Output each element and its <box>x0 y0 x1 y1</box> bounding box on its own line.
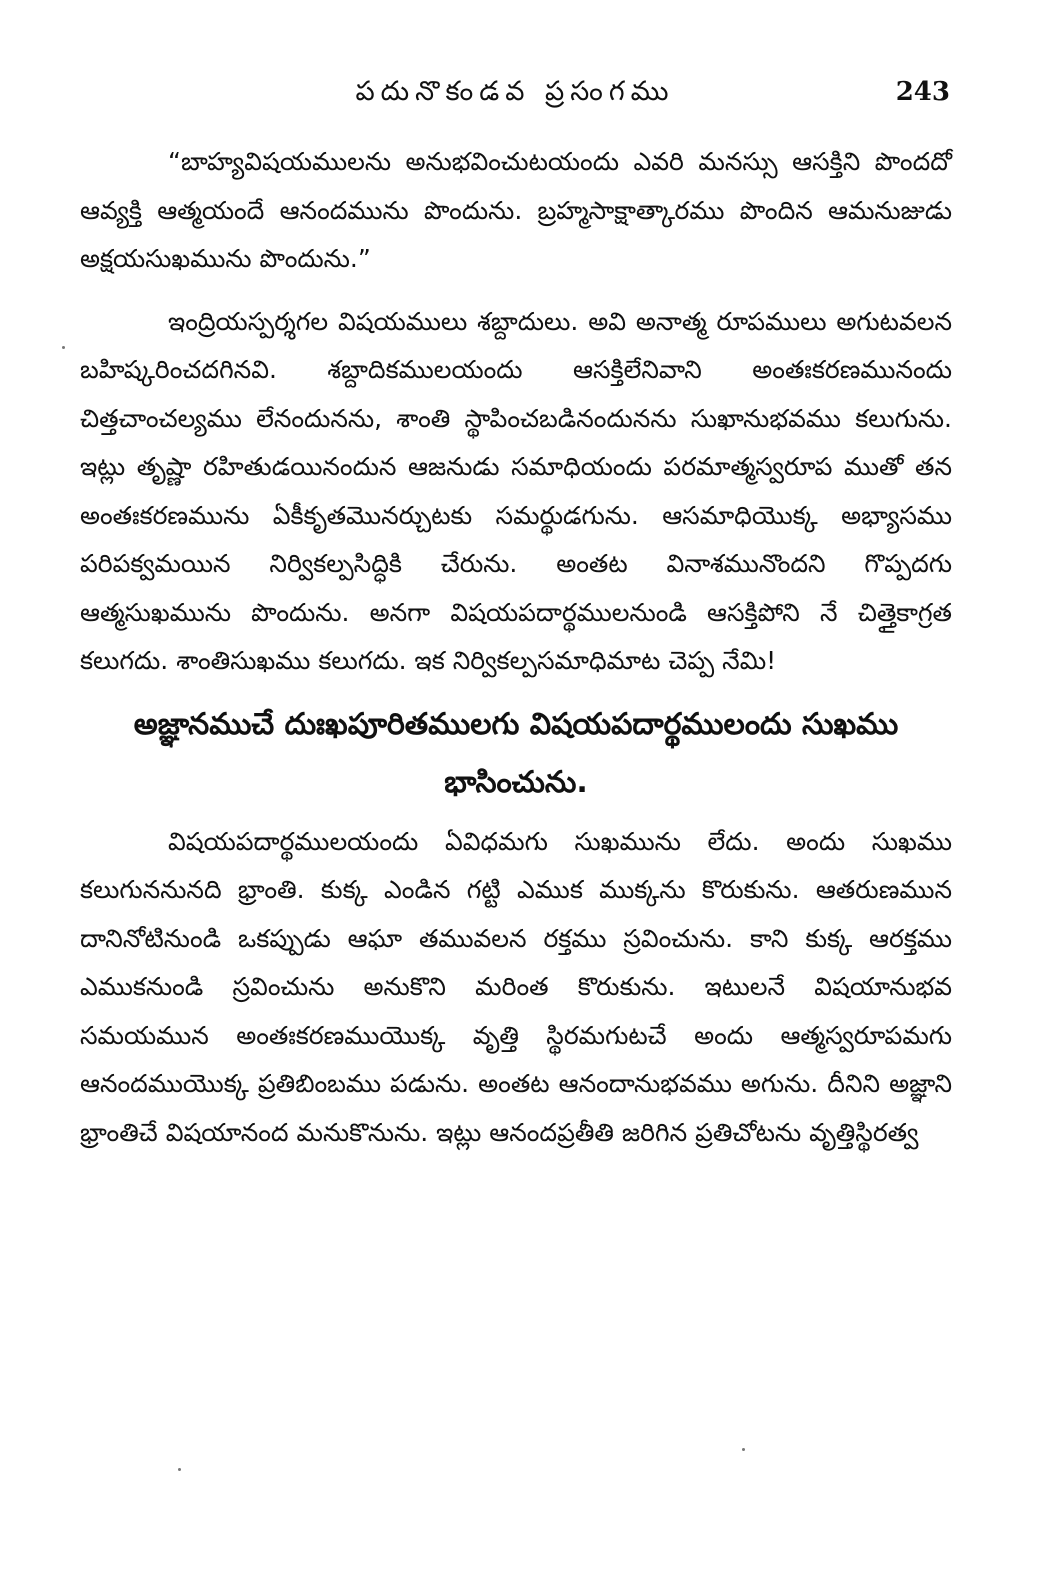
quote-paragraph: “బాహ్యవిషయములను అనుభవించుటయందు ఎవరి మనస్సు ఆసక్తిని పొందదో ఆవ్యక్తి ఆత్మయందే ఆనందమును పొందును. బ్రహ్మసాక్షాత్కారము పొందిన ఆమనుజుడు అక్షయసుఖమును పొందును.” <box>80 147 952 273</box>
body-paragraph: ఇంద్రియస్పర్శగల విషయములు శబ్దాదులు. అవి అనాత్మ రూపములు అగుటవలన బహిష్కరించదగినవి. శబ్దాదికములయందు ఆసక్తిలేనివాని అంతఃకరణమునందు చిత్తచాంచల్యము లేనందునను, శాంతి స్థాపించబడినందునను సుఖానుభవము కలుగును. ఇట్లు తృష్ణా రహితుడయినందున ఆజనుడు సమాధియందు పరమాత్మస్వరూప ముతో తన అంతఃకరణమును ఏకీకృతమొనర్చుటకు సమర్థుడగును. ఆసమాధియొక్క అభ్యాసము పరిపక్వమయిన నిర్వికల్పసిద్ధికి చేరును. అంతట వినాశమునొందని గొప్పదగు ఆత్మసుఖమును పొందును. అనగా విషయపదార్థములనుండి ఆసక్తిపోని నే చిత్తైకాగ్రత కలుగదు. శాంతిసుఖము కలుగదు. ఇక నిర్వికల్పసమాధిమాట చెప్ప నేమి! <box>80 306 952 675</box>
body-paragraph: విషయపదార్థములయందు ఏవిధమగు సుఖమును లేదు. అందు సుఖము కలుగుననునది భ్రాంతి. కుక్క ఎండిన గట్టి ఎముక ముక్కను కొరుకును. ఆతరుణమున దానినోటినుండి ఒకప్పుడు ఆఘా తమువలన రక్తము స్రవించును. కాని కుక్క ఆరక్తము ఎముకనుండి స్రవించును అనుకొని మరింత కొరుకును. ఇటులనే విషయానుభవ సమయమున అంతఃకరణముయొక్క వృత్తి స్థిరమగుటచే అందు ఆత్మస్వరూపమగు ఆనందముయొక్క ప్రతిబింబము పడును. అంతట ఆనందానుభవము అగును. దీనిని అజ్ఞాని భ్రాంతిచే విషయానంద మనుకొనును. ఇట్లు ఆనందప్రతీతి జరిగిన ప్రతిచోటను వృత్తిస్థిరత్వ <box>80 826 952 1147</box>
chapter-title: పదునొకండవ ప్రసంగము <box>355 76 675 107</box>
section-heading: అజ్ఞానముచే దుఃఖపూరితములగు విషయపదార్థములందు సుఖము భాసించును. <box>133 706 899 800</box>
running-header <box>80 72 950 112</box>
page-body <box>80 138 952 1157</box>
page-number: 243 <box>895 77 950 107</box>
scan-speck <box>62 346 65 349</box>
scan-speck <box>742 1448 745 1451</box>
scan-speck <box>178 1468 181 1471</box>
